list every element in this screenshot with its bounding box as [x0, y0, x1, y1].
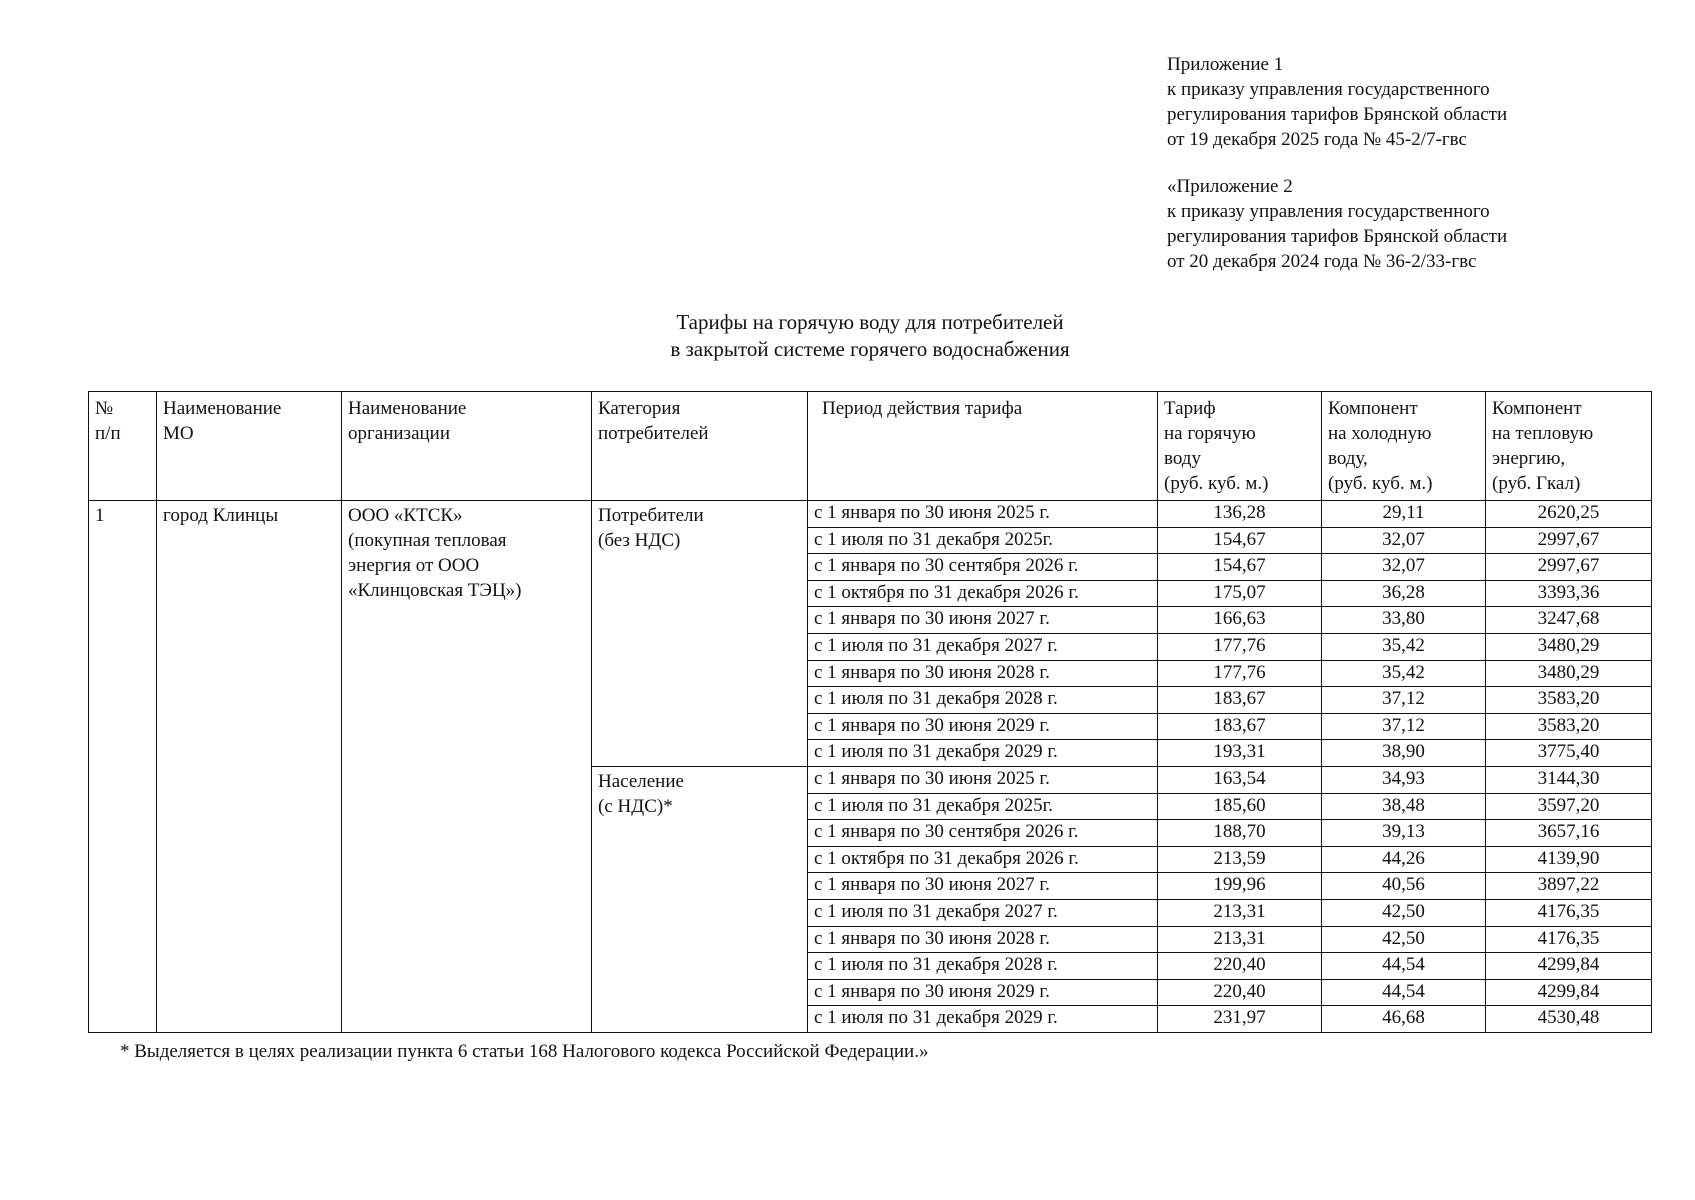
hot-water-tariff: 213,31 — [1158, 926, 1322, 953]
heat-energy-component: 2997,67 — [1486, 527, 1652, 554]
text-line: (покупная тепловая — [348, 530, 507, 551]
cold-water-component: 35,42 — [1322, 660, 1486, 687]
heat-energy-component: 3480,29 — [1486, 660, 1652, 687]
text-line: (руб. Гкал) — [1492, 473, 1581, 494]
col-header-mo — [157, 392, 342, 501]
cold-water-component: 40,56 — [1322, 873, 1486, 900]
appendix1-line: регулирования тарифов Брянской области — [1167, 104, 1508, 125]
heat-energy-component: 3597,20 — [1486, 793, 1652, 820]
cold-water-component: 44,54 — [1322, 979, 1486, 1006]
tariff-period: с 1 января по 30 июня 2027 г. — [808, 873, 1158, 900]
appendix1-line: Приложение 1 — [1167, 54, 1284, 75]
hot-water-tariff: 220,40 — [1158, 953, 1322, 980]
text-line: Компонент — [1328, 398, 1418, 419]
cold-water-component: 42,50 — [1322, 926, 1486, 953]
hot-water-tariff: 166,63 — [1158, 607, 1322, 634]
heat-energy-component: 4176,35 — [1486, 926, 1652, 953]
hot-water-tariff: 163,54 — [1158, 766, 1322, 793]
cold-water-component: 29,11 — [1322, 501, 1486, 528]
cold-water-component: 46,68 — [1322, 1006, 1486, 1033]
heat-energy-component: 3144,30 — [1486, 766, 1652, 793]
heat-energy-component: 4299,84 — [1486, 979, 1652, 1006]
hot-water-tariff: 136,28 — [1158, 501, 1322, 528]
text-line: на горячую — [1164, 423, 1256, 444]
tariff-period: с 1 октября по 31 декабря 2026 г. — [808, 846, 1158, 873]
hot-water-tariff: 183,67 — [1158, 687, 1322, 714]
tariff-period: с 1 июля по 31 декабря 2027 г. — [808, 633, 1158, 660]
appendix2-line: к приказу управления государственного — [1167, 201, 1490, 222]
text-line: Потребители — [598, 505, 704, 526]
text-line: воду — [1164, 448, 1201, 469]
heat-energy-component: 3247,68 — [1486, 607, 1652, 634]
heat-energy-component: 2997,67 — [1486, 554, 1652, 581]
text-line: организации — [348, 423, 451, 444]
text-line: п/п — [95, 423, 121, 444]
heat-energy-component: 3657,16 — [1486, 820, 1652, 847]
heat-energy-component: 4530,48 — [1486, 1006, 1652, 1033]
appendix2-line: от 20 декабря 2024 года № 36-2/33-гвс — [1167, 251, 1477, 272]
entry-number: 1 — [89, 501, 157, 1033]
appendix-header — [1167, 52, 1587, 274]
heat-energy-component: 3775,40 — [1486, 740, 1652, 767]
text-line: Население — [598, 770, 684, 792]
text-line: энергию, — [1492, 448, 1566, 469]
tariff-period: с 1 июля по 31 декабря 2029 г. — [808, 1006, 1158, 1033]
heat-energy-component: 4139,90 — [1486, 846, 1652, 873]
consumer-category — [592, 501, 808, 767]
cold-water-component: 35,42 — [1322, 633, 1486, 660]
hot-water-tariff: 183,67 — [1158, 713, 1322, 740]
document-title — [0, 309, 1695, 363]
tariff-table — [88, 391, 1652, 1033]
appendix2-line: регулирования тарифов Брянской области — [1167, 226, 1508, 247]
text-line: (без НДС) — [598, 530, 681, 551]
entry-organization — [342, 501, 592, 1033]
tariff-period: с 1 июля по 31 декабря 2028 г. — [808, 687, 1158, 714]
text-line: Наименование — [348, 398, 467, 419]
col-header-org — [342, 392, 592, 501]
col-header-heat — [1486, 392, 1652, 501]
tariff-period: с 1 января по 30 июня 2028 г. — [808, 660, 1158, 687]
title-line-2: в закрытой системе горячего водоснабжения — [670, 337, 1070, 361]
cold-water-component: 36,28 — [1322, 580, 1486, 607]
cold-water-component: 44,26 — [1322, 846, 1486, 873]
text-line: воду, — [1328, 448, 1368, 469]
cold-water-component: 33,80 — [1322, 607, 1486, 634]
text-line: потребителей — [598, 423, 709, 444]
cold-water-component: 44,54 — [1322, 953, 1486, 980]
text-line: Период действия тарифа — [822, 398, 1023, 419]
tariff-period: с 1 июля по 31 декабря 2025г. — [808, 527, 1158, 554]
appendix1-line: к приказу управления государственного — [1167, 79, 1490, 100]
text-line: «Клинцовская ТЭЦ») — [348, 580, 522, 601]
text-line: Категория — [598, 398, 681, 419]
heat-energy-component: 2620,25 — [1486, 501, 1652, 528]
text-line: энергия от ООО — [348, 555, 480, 576]
tariff-period: с 1 июля по 31 декабря 2025г. — [808, 793, 1158, 820]
hot-water-tariff: 154,67 — [1158, 527, 1322, 554]
text-line: № — [95, 398, 114, 419]
hot-water-tariff: 199,96 — [1158, 873, 1322, 900]
tariff-period: с 1 июля по 31 декабря 2028 г. — [808, 953, 1158, 980]
heat-energy-component: 3393,36 — [1486, 580, 1652, 607]
tariff-period: с 1 января по 30 июня 2029 г. — [808, 979, 1158, 1006]
title-line-1: Тарифы на горячую воду для потребителей — [676, 310, 1064, 334]
text-line: Компонент — [1492, 398, 1582, 419]
hot-water-tariff: 231,97 — [1158, 1006, 1322, 1033]
col-header-cold — [1322, 392, 1486, 501]
cold-water-component: 38,90 — [1322, 740, 1486, 767]
footnote: * Выделяется в целях реализации пункта 6 статьи 168 Налогового кодекса Российской Федерации.» — [120, 1041, 929, 1062]
col-header-tariff — [1158, 392, 1322, 501]
text-line: на холодную — [1328, 423, 1432, 444]
cold-water-component: 34,93 — [1322, 766, 1486, 793]
tariff-period: с 1 января по 30 июня 2025 г. — [808, 501, 1158, 528]
text-line: Наименование — [163, 398, 282, 419]
hot-water-tariff: 188,70 — [1158, 820, 1322, 847]
cold-water-component: 39,13 — [1322, 820, 1486, 847]
entry-mo: город Клинцы — [157, 501, 342, 1033]
appendix2-line: «Приложение 2 — [1167, 176, 1293, 197]
hot-water-tariff: 175,07 — [1158, 580, 1322, 607]
text-line: (руб. куб. м.) — [1164, 473, 1269, 494]
heat-energy-component: 3583,20 — [1486, 687, 1652, 714]
col-header-num — [89, 392, 157, 501]
tariff-period: с 1 января по 30 июня 2025 г. — [808, 766, 1158, 793]
hot-water-tariff: 193,31 — [1158, 740, 1322, 767]
tariff-period: с 1 января по 30 сентября 2026 г. — [808, 554, 1158, 581]
hot-water-tariff: 154,67 — [1158, 554, 1322, 581]
text-line: Тариф — [1164, 398, 1216, 419]
hot-water-tariff: 213,59 — [1158, 846, 1322, 873]
text-line: ООО «КТСК» — [348, 505, 463, 526]
text-line: МО — [163, 423, 194, 444]
hot-water-tariff: 213,31 — [1158, 899, 1322, 926]
heat-energy-component: 3897,22 — [1486, 873, 1652, 900]
tariff-period: с 1 июля по 31 декабря 2027 г. — [808, 899, 1158, 926]
hot-water-tariff: 177,76 — [1158, 660, 1322, 687]
text-line: (руб. куб. м.) — [1328, 473, 1433, 494]
hot-water-tariff: 220,40 — [1158, 979, 1322, 1006]
header-row — [89, 392, 1652, 501]
heat-energy-component: 3480,29 — [1486, 633, 1652, 660]
heat-energy-component: 4176,35 — [1486, 899, 1652, 926]
tariff-period: с 1 июля по 31 декабря 2029 г. — [808, 740, 1158, 767]
text-line: на тепловую — [1492, 423, 1594, 444]
table-row — [89, 501, 1652, 528]
cold-water-component: 37,12 — [1322, 713, 1486, 740]
col-header-category — [592, 392, 808, 501]
cold-water-component: 32,07 — [1322, 527, 1486, 554]
tariff-period: с 1 января по 30 сентября 2026 г. — [808, 820, 1158, 847]
text-line: (с НДС)* — [598, 795, 673, 817]
cold-water-component: 42,50 — [1322, 899, 1486, 926]
cold-water-component: 37,12 — [1322, 687, 1486, 714]
col-header-period — [808, 392, 1158, 501]
consumer-category — [592, 766, 808, 1032]
cold-water-component: 32,07 — [1322, 554, 1486, 581]
hot-water-tariff: 177,76 — [1158, 633, 1322, 660]
tariff-period: с 1 января по 30 июня 2027 г. — [808, 607, 1158, 634]
hot-water-tariff: 185,60 — [1158, 793, 1322, 820]
tariff-period: с 1 января по 30 июня 2029 г. — [808, 713, 1158, 740]
tariff-period: с 1 октября по 31 декабря 2026 г. — [808, 580, 1158, 607]
heat-energy-component: 3583,20 — [1486, 713, 1652, 740]
heat-energy-component: 4299,84 — [1486, 953, 1652, 980]
tariff-period: с 1 января по 30 июня 2028 г. — [808, 926, 1158, 953]
appendix1-line: от 19 декабря 2025 года № 45-2/7-гвс — [1167, 129, 1467, 150]
cold-water-component: 38,48 — [1322, 793, 1486, 820]
